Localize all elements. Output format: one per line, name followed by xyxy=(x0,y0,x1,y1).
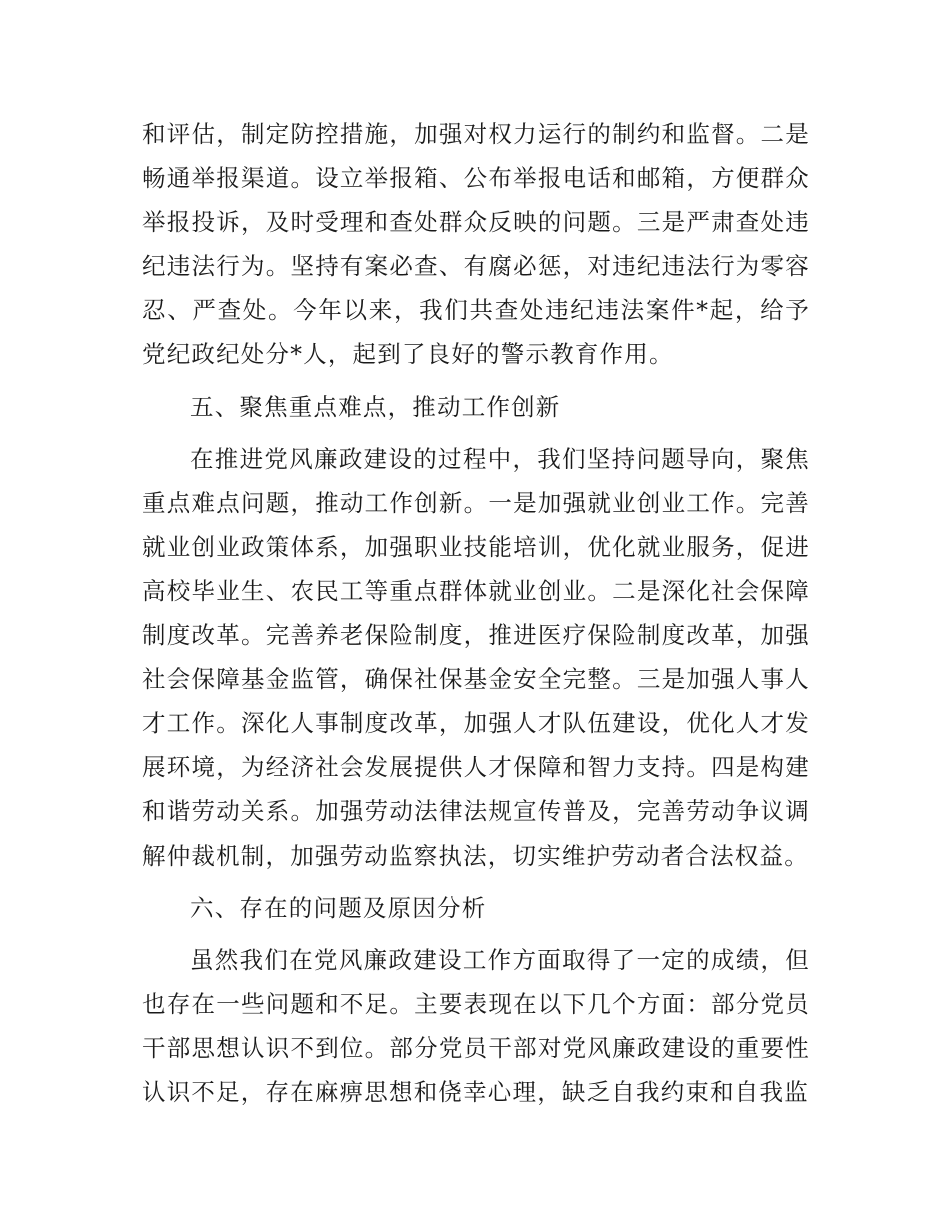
paragraph-continued: 和评估，制定防控措施，加强对权力运行的制约和监督。二是畅通举报渠道。设立举报箱、公布举报电话和邮箱，方便群众举报投诉，及时受理和查处群众反映的问题。三是严肃查处违纪违法行为。坚持有案必查、有腐必惩，对违纪违法行为零容忍、严查处。今年以来，我们共查处违纪违法案件*起，给予党纪政纪处分*人，起到了良好的警示教育作用。 xyxy=(142,120,810,369)
section-heading-5: 五、聚焦重点难点，推动工作创新 xyxy=(190,392,561,421)
paragraph-section-5: 在推进党风廉政建设的过程中，我们坚持问题导向，聚焦重点难点问题，推动工作创新。一是加强就业创业工作。完善就业创业政策体系，加强职业技能培训，优化就业服务，促进高校毕业生、农民工等重点群体就业创业。二是深化社会保障制度改革。完善养老保险制度，推进医疗保险制度改革，加强社会保障基金监管，确保社保基金安全完整。三是加强人事人才工作。深化人事制度改革，加强人才队伍建设，优化人才发展环境，为经济社会发展提供人才保障和智力支持。四是构建和谐劳动关系。加强劳动法律法规宣传普及，完善劳动争议调解仲裁机制，加强劳动监察执法，切实维护劳动者合法权益。 xyxy=(142,444,810,870)
document-page xyxy=(142,112,810,1114)
section-heading-6: 六、存在的问题及原因分析 xyxy=(190,893,487,922)
paragraph-section-6: 虽然我们在党风廉政建设工作方面取得了一定的成绩，但也存在一些问题和不足。主要表现在以下几个方面：部分党员干部思想认识不到位。部分党员干部对党风廉政建设的重要性认识不足，存在麻痹思想和侥幸心理，缺乏自我约束和自我监 xyxy=(142,945,810,1106)
